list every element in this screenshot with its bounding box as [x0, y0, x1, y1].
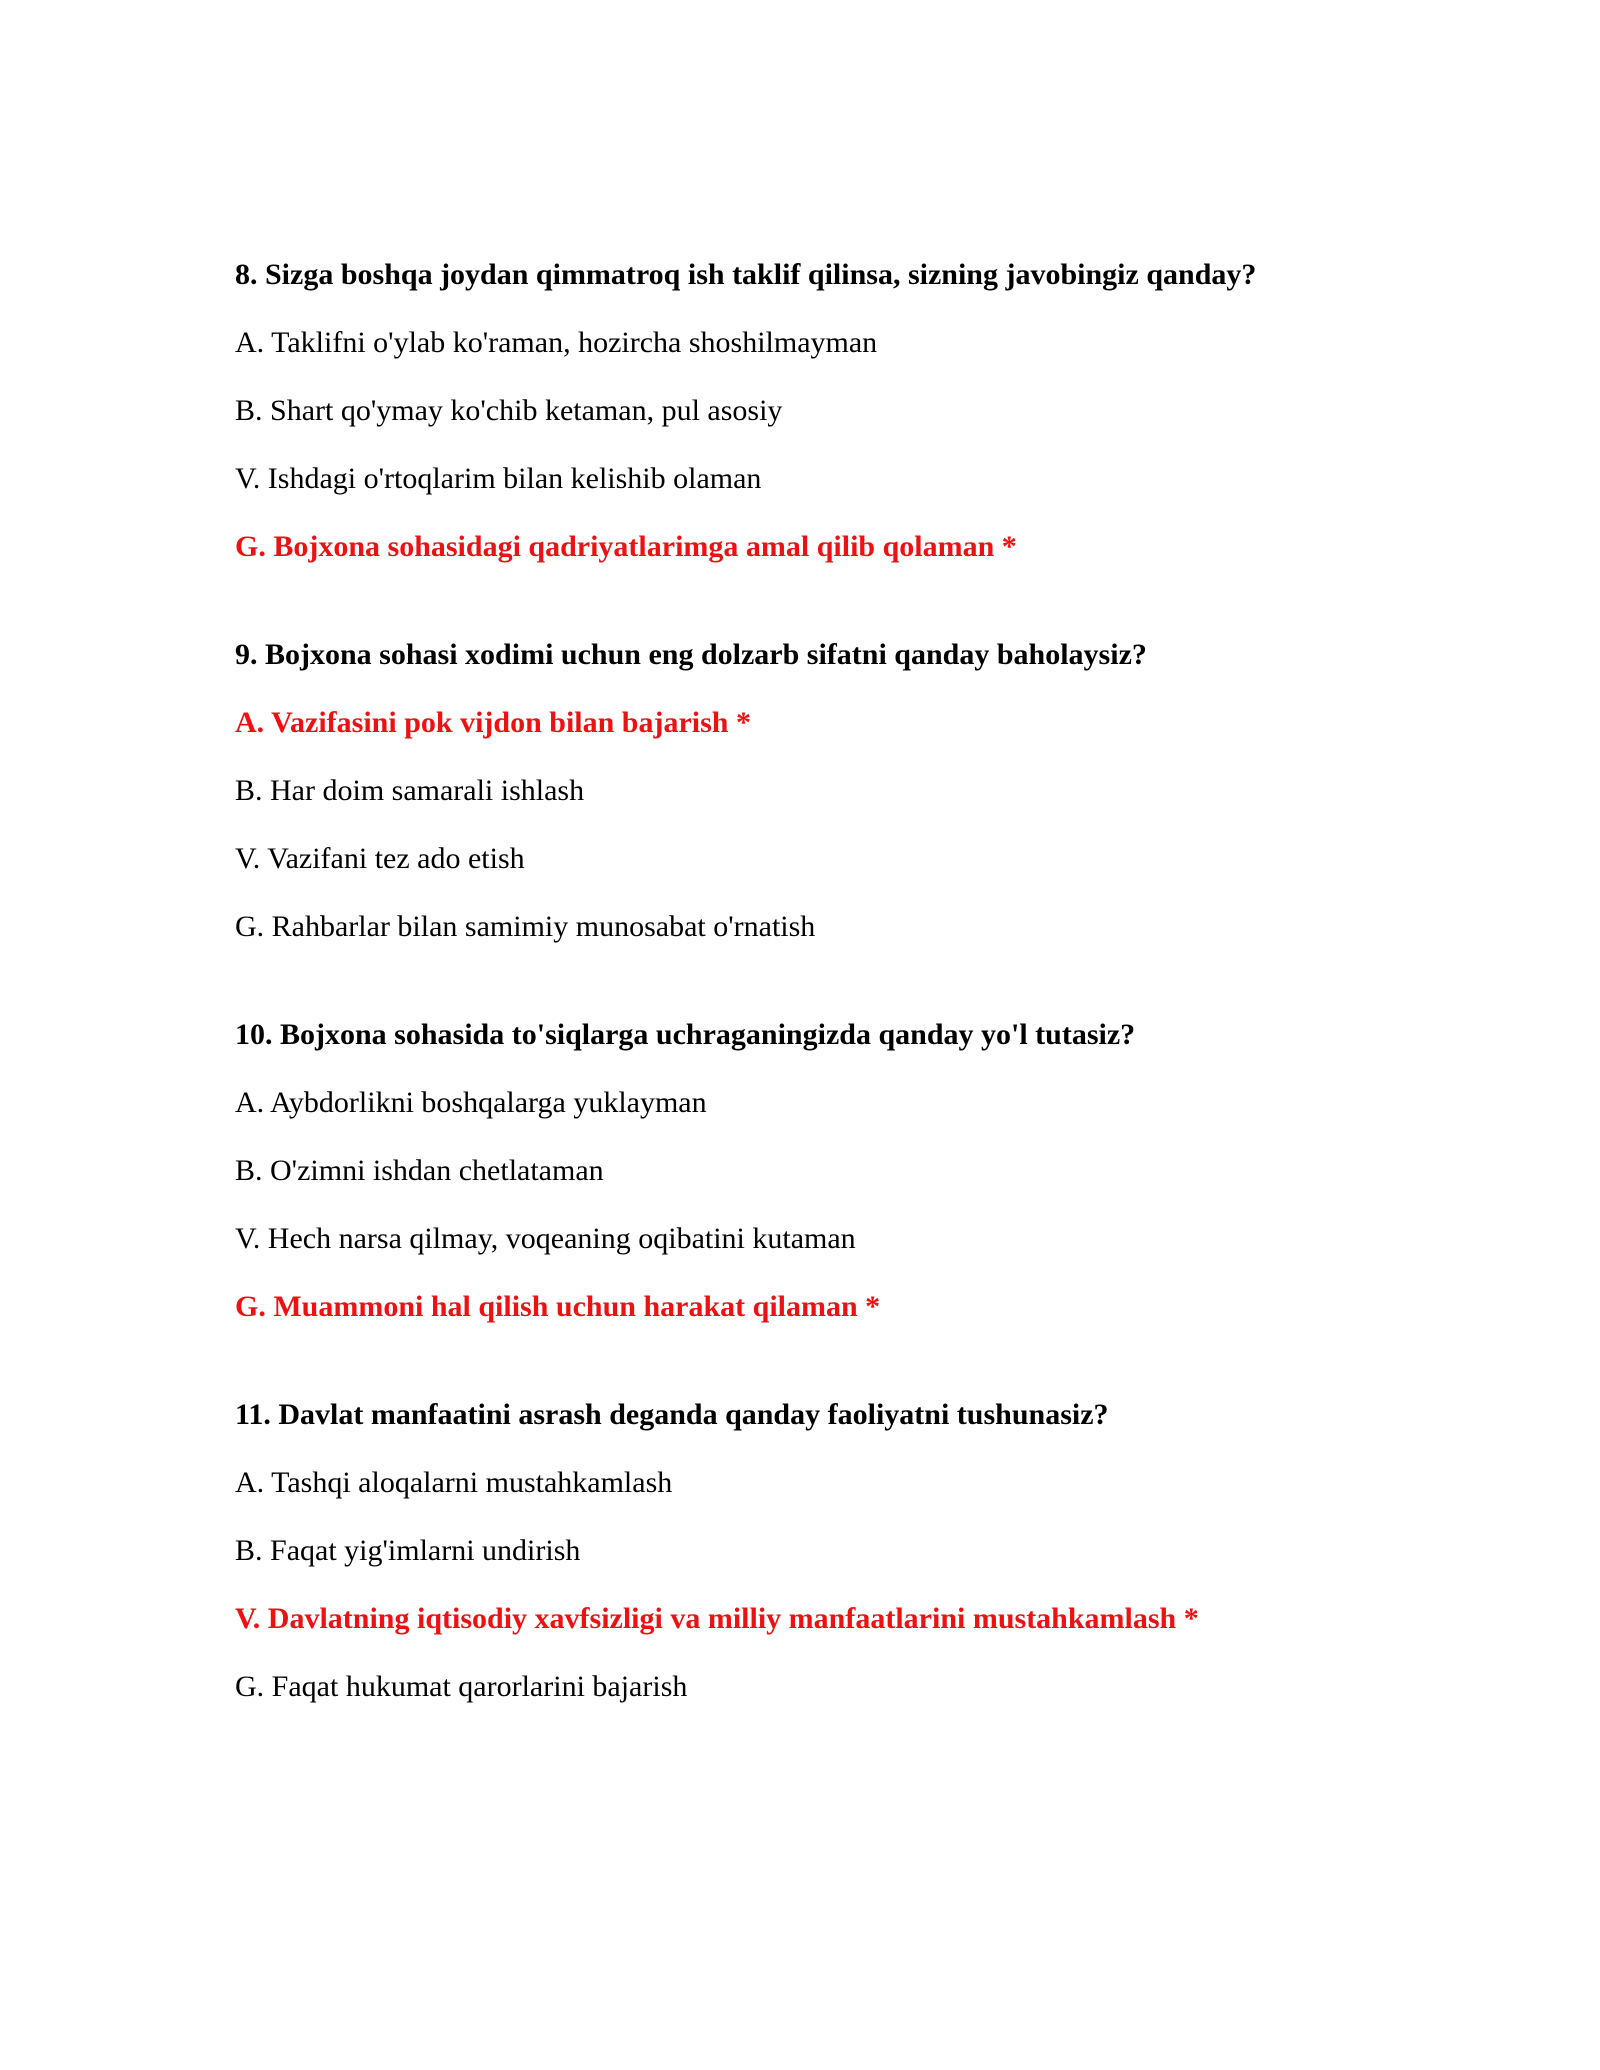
question-block-11 [235, 1395, 1465, 1707]
question-text: 8. Sizga boshqa joydan qimmatroq ish taklif qilinsa, sizning javobingiz qanday? [235, 258, 1257, 291]
answer-option: G. Faqat hukumat qarorlarini bajarish [235, 1670, 688, 1703]
answer-option: A. Aybdorlikni boshqalarga yuklayman [235, 1086, 707, 1119]
correct-answer-option: G. Bojxona sohasidagi qadriyatlarimga amal qilib qolaman * [235, 530, 1017, 563]
correct-answer-option: G. Muammoni hal qilish uchun harakat qilaman * [235, 1290, 881, 1323]
question-block-8 [235, 255, 1465, 567]
question-text: 11. Davlat manfaatini asrash deganda qanday faoliyatni tushunasiz? [235, 1398, 1109, 1431]
question-block-9 [235, 635, 1465, 947]
answer-option: B. Shart qo'ymay ko'chib ketaman, pul asosiy [235, 394, 783, 427]
answer-option: B. O'zimni ishdan chetlataman [235, 1154, 604, 1187]
question-text: 9. Bojxona sohasi xodimi uchun eng dolzarb sifatni qanday baholaysiz? [235, 638, 1147, 671]
question-block-10 [235, 1015, 1465, 1327]
answer-option: B. Faqat yig'imlarni undirish [235, 1534, 581, 1567]
correct-answer-option: V. Davlatning iqtisodiy xavfsizligi va milliy manfaatlarini mustahkamlash * [235, 1602, 1199, 1635]
answer-option: V. Hech narsa qilmay, voqeaning oqibatini kutaman [235, 1222, 856, 1255]
answer-option: V. Ishdagi o'rtoqlarim bilan kelishib olaman [235, 462, 762, 495]
answer-option: A. Tashqi aloqalarni mustahkamlash [235, 1466, 673, 1499]
question-list [235, 255, 1465, 1775]
answer-option: G. Rahbarlar bilan samimiy munosabat o'rnatish [235, 910, 816, 943]
answer-option: V. Vazifani tez ado etish [235, 842, 525, 875]
correct-answer-option: A. Vazifasini pok vijdon bilan bajarish * [235, 706, 751, 739]
answer-option: A. Taklifni o'ylab ko'raman, hozircha shoshilmayman [235, 326, 878, 359]
answer-option: B. Har doim samarali ishlash [235, 774, 585, 807]
question-text: 10. Bojxona sohasida to'siqlarga uchraganingizda qanday yo'l tutasiz? [235, 1018, 1136, 1051]
